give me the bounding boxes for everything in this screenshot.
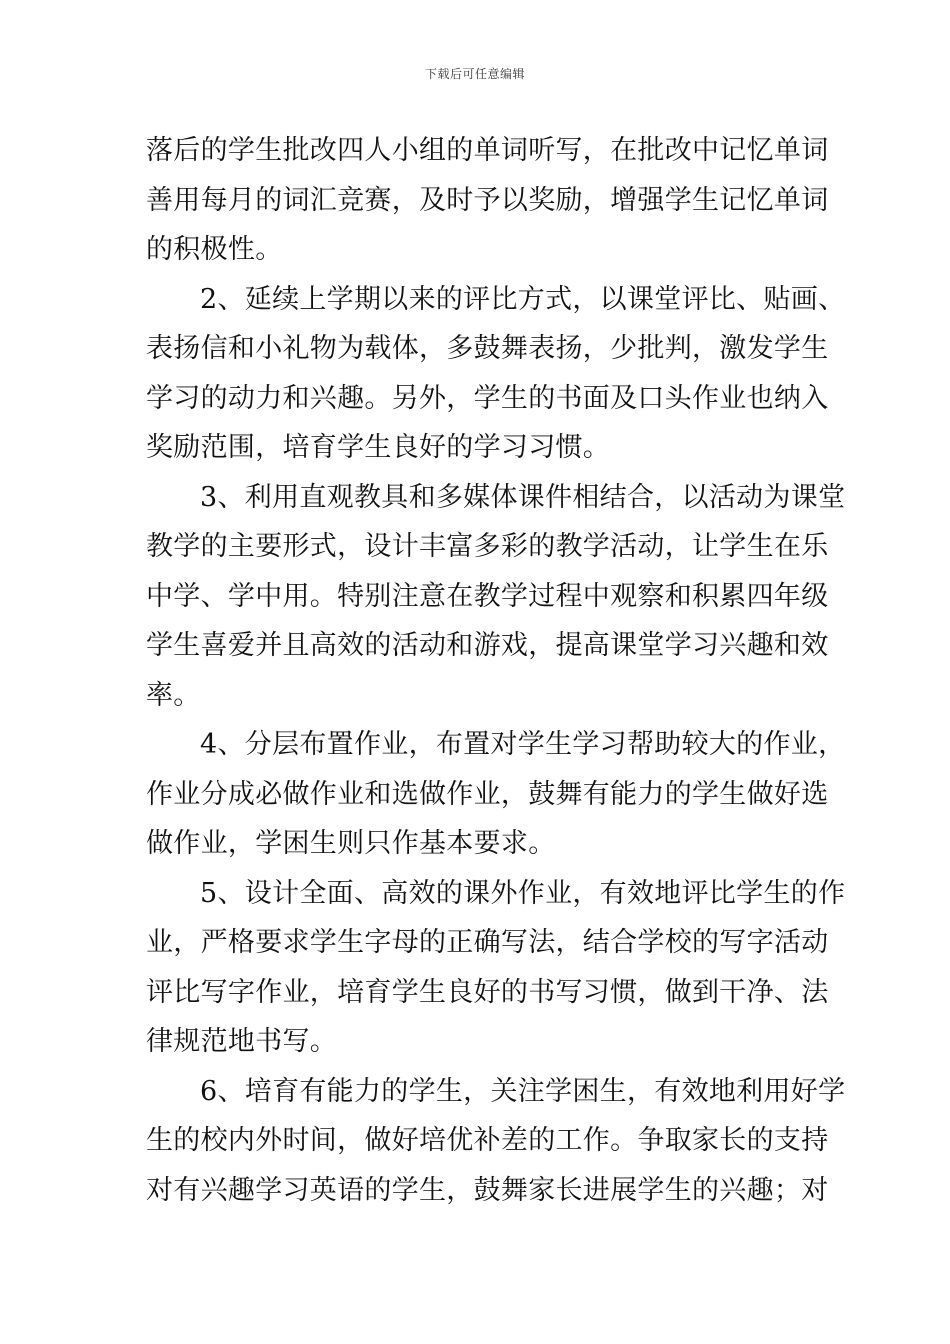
document-body	[146, 126, 846, 1215]
text-line: 评比写字作业，培育学生良好的书写习惯，做到干净、法	[146, 976, 829, 1008]
text-line: 教学的主要形式，设计丰富多彩的教学活动，让学生在乐	[146, 531, 829, 562]
text-line: 律规范地书写。	[146, 1026, 338, 1057]
text-line: 5、设计全面、高效的课外作业，有效地评比学生的作	[200, 877, 846, 909]
text-line: 落后的学生批改四人小组的单词听写，在批改中记忆单词	[146, 135, 829, 166]
text-line: 奖励范围，培育学生良好的学习习惯。	[146, 432, 611, 463]
text-line: 善用每月的词汇竞赛，及时予以奖励，增强学生记忆单词	[146, 184, 829, 216]
text-line: 做作业，学困生则只作基本要求。	[146, 828, 556, 859]
text-line: 6、培育有能力的学生，关注学困生，有效地利用好学	[200, 1075, 846, 1107]
text-line: 学生喜爱并且高效的活动和游戏，提高课堂学习兴趣和效	[146, 630, 829, 661]
text-line: 3、利用直观教具和多媒体课件相结合，以活动为课堂	[200, 481, 846, 513]
text-line: 对有兴趣学习英语的学生，鼓舞家长进展学生的兴趣；对	[146, 1174, 829, 1206]
text-line: 学习的动力和兴趣。另外，学生的书面及口头作业也纳入	[146, 382, 829, 414]
text-line: 4、分层布置作业，布置对学生学习帮助较大的作业，	[200, 729, 846, 760]
text-line: 的积极性。	[146, 234, 283, 265]
text-line: 率。	[146, 679, 201, 711]
text-line: 作业分成必做作业和选做作业，鼓舞有能力的学生做好选	[146, 778, 829, 810]
text-line: 表扬信和小礼物为载体，多鼓舞表扬，少批判，激发学生	[146, 333, 829, 364]
text-line: 业，严格要求学生字母的正确写法，结合学校的写字活动	[146, 927, 829, 958]
text-line: 中学、学中用。特别注意在教学过程中观察和积累四年级	[146, 580, 829, 612]
text-line: 生的校内外时间，做好培优补差的工作。争取家长的支持	[146, 1125, 829, 1156]
text-line: 2、延续上学期以来的评比方式，以课堂评比、贴画、	[200, 283, 846, 315]
page-header: 下载后可任意编辑	[424, 67, 525, 81]
